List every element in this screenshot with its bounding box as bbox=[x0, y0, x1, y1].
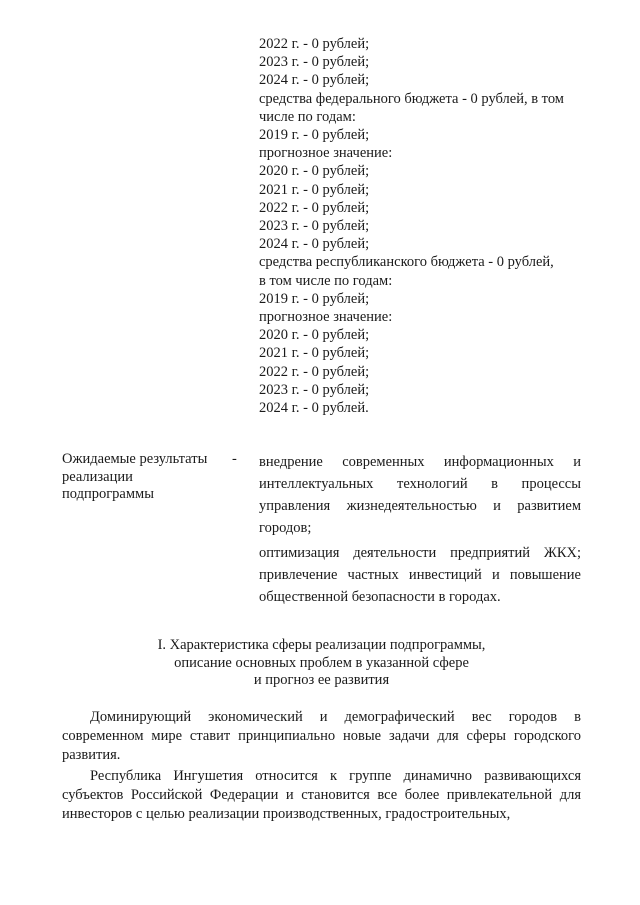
funding-line: 2022 г. - 0 рублей; bbox=[259, 199, 370, 216]
funding-line: 2020 г. - 0 рублей; bbox=[259, 163, 370, 180]
expected-results-paragraph: внедрение современных информационных и интеллектуальных технологий в процессы управления жизнедеятельностью и развитием городов; bbox=[259, 454, 581, 536]
funding-line: 2022 г. - 0 рублей; bbox=[259, 363, 370, 380]
funding-line: средства федерального бюджета - 0 рублей, в том bbox=[259, 90, 564, 107]
body-text bbox=[62, 708, 581, 827]
funding-line: 2024 г. - 0 рублей; bbox=[259, 236, 370, 253]
funding-line: 2023 г. - 0 рублей; bbox=[259, 381, 370, 398]
body-paragraph: Доминирующий экономический и демографический вес городов в современном мире ставит принципиально новые задачи для сферы городского развития. bbox=[62, 709, 581, 763]
funding-line: 2021 г. - 0 рублей; bbox=[259, 345, 370, 362]
expected-results-label: Ожидаемые результаты реализации подпрограммы bbox=[62, 451, 208, 503]
funding-line: прогнозное значение: bbox=[259, 145, 393, 162]
funding-line: в том числе по годам: bbox=[259, 272, 393, 289]
funding-line: 2020 г. - 0 рублей; bbox=[259, 327, 370, 344]
funding-line: 2022 г. - 0 рублей; bbox=[259, 36, 370, 52]
funding-line: 2024 г. - 0 рублей. bbox=[259, 400, 369, 417]
funding-line: средства республиканского бюджета - 0 рублей, bbox=[259, 254, 554, 271]
funding-line: 2023 г. - 0 рублей; bbox=[259, 218, 370, 235]
section-heading bbox=[62, 637, 581, 690]
expected-results-dash: - bbox=[232, 451, 237, 467]
funding-line: числе по годам: bbox=[259, 108, 356, 125]
body-paragraph: Республика Ингушетия относится к группе динамично развивающихся субъектов Российской Федерации и становится все более привлекательной для инвесторов с целью реализации производственных, градостроительных, bbox=[62, 768, 581, 822]
funding-line: 2019 г. - 0 рублей; bbox=[259, 127, 370, 144]
funding-line: 2021 г. - 0 рублей; bbox=[259, 181, 370, 198]
section-heading-line: I. Характеристика сферы реализации подпрограммы, bbox=[157, 637, 486, 653]
funding-line: 2023 г. - 0 рублей; bbox=[259, 54, 370, 71]
funding-line: 2019 г. - 0 рублей; bbox=[259, 290, 370, 307]
funding-list bbox=[259, 35, 581, 417]
funding-line: прогнозное значение: bbox=[259, 309, 393, 326]
expected-results-paragraph: оптимизация деятельности предприятий ЖКХ; привлечение частных инвестиций и повышение общественной безопасности в городах. bbox=[259, 545, 581, 605]
section-heading-line: описание основных проблем в указанной сфере bbox=[174, 654, 469, 671]
section-heading-line: и прогноз ее развития bbox=[253, 672, 390, 689]
funding-line: 2024 г. - 0 рублей; bbox=[259, 72, 370, 89]
